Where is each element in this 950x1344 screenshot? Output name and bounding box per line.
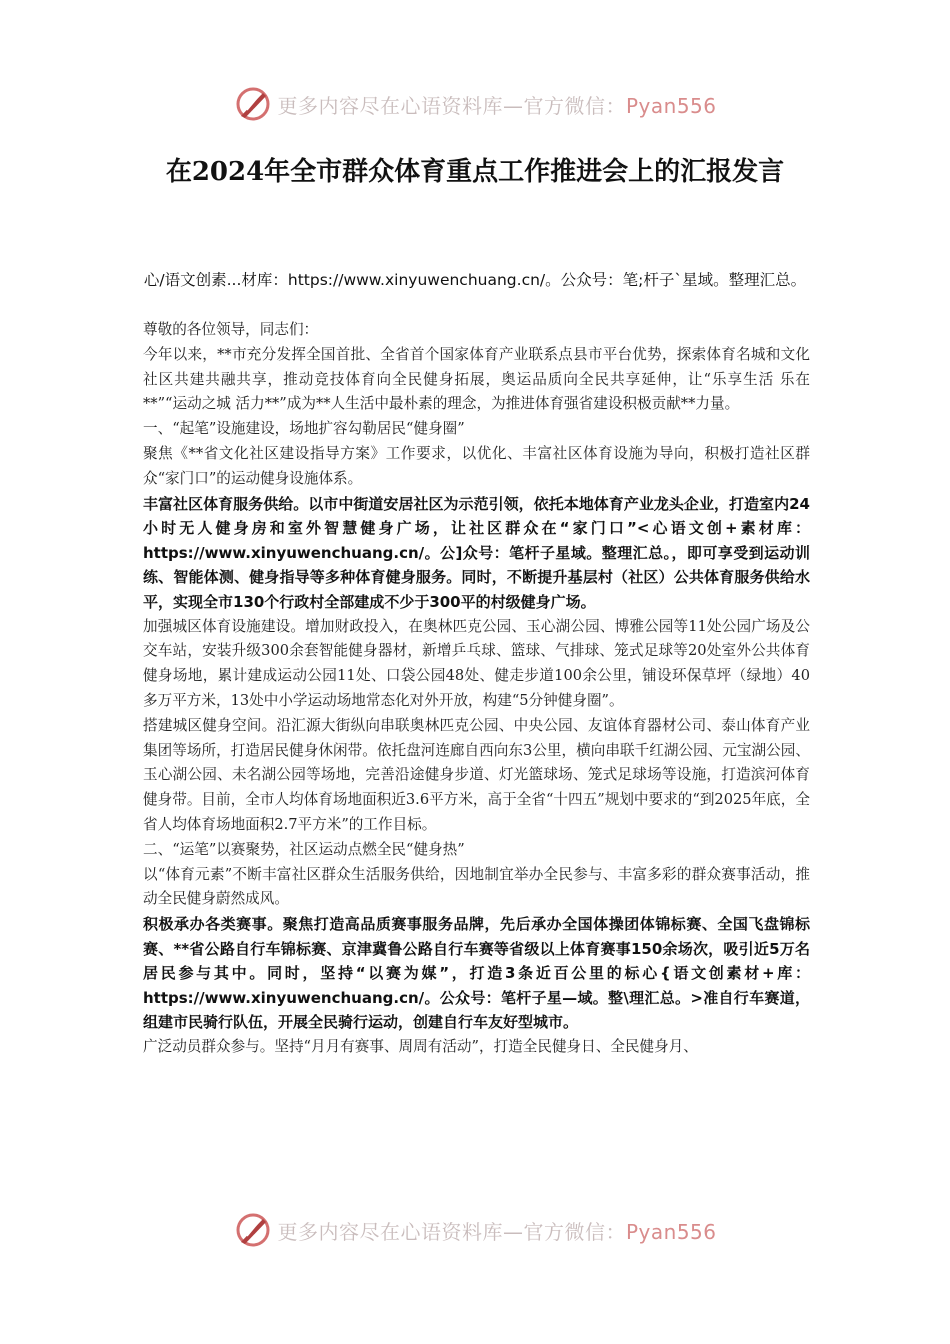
body-paragraph: 聚焦《**省文化社区建设指导方案》工作要求，以优化、丰富社区体育设施为导向，积极打造社区群众“家门口”的运动健身设施体系。: [143, 444, 810, 487]
banner-id-text: Pyan556: [625, 1219, 717, 1244]
banner-sub-text: 官方微信：: [523, 1219, 626, 1244]
banner-id-text: Pyan556: [625, 93, 717, 118]
banner-dash: —: [502, 1219, 524, 1244]
document-title: 在2024年全市群众体育重点工作推进会上的汇报发言: [165, 157, 785, 187]
banner-sub-text: 官方微信：: [523, 93, 626, 118]
document-body: [143, 318, 810, 1060]
banner-dash: —: [502, 93, 524, 118]
body-paragraph: 广泛动员群众参与。坚持“月月有赛事、周周有活动”，打造全民健身日、全民健身月、: [143, 1038, 698, 1056]
body-paragraph: 搭建城区健身空间。沿汇源大街纵向串联奥林匹克公园、中央公园、友谊体育器材公司、泰山体育产业集团等场所，打造居民健身休闲带。依托盘河连廊自西向东3公里，横向串联千红湖公园、元宝湖公园、玉心湖公园、未名湖公园等场地，完善沿途健身步道、灯光篮球场、笼式足球场等设施，打造滨河体育健身带。目前，全市人均体育场地面积近3.6平方米，高于全省“十四五”规划中要求的“到2025年底，全省人均体育场地面积2.7平方米”的工作目标。: [143, 716, 810, 833]
section-heading: 一、“起笔”设施建设，场地扩容勾勒居民“健身圈”: [143, 420, 465, 438]
banner-main-text: 更多内容尽在心语资料库: [277, 93, 503, 118]
source-line: 心/语文创素...材库：https://www.xinyuwenchuang.cn/。公众号：笔;杆子`星域。整理汇总。: [143, 271, 807, 289]
body-paragraph: 加强城区体育设施建设。增加财政投入，在奥林匹克公园、玉心湖公园、博雅公园等11处公园广场及公交车站，安装升级300余套智能健身器材，新增乒乓球、篮球、气排球、笼式足球等20处室外公共体育健身场地，累计建成运动公园11处、口袋公园48处、健走步道100余公里，铺设环保草坪（绿地）40多万平方米，13处中小学运动场地常态化对外开放，构建“5分钟健身圈”。: [143, 617, 810, 709]
body-paragraph: 今年以来，**市充分发挥全国首批、全省首个国家体育产业联系点县市平台优势，探索体育名城和文化社区共建共融共享，推动竞技体育向全民健身拓展，奥运品质向全民共享延伸，让“乐享生活 乐在**”“运动之城 活力**”成为**人生活中最朴素的理念，为推进体育强省建设积极贡献**力量。: [143, 345, 810, 413]
footer-banner: [0, 1208, 950, 1252]
quill-logo-icon: [233, 84, 273, 124]
bold-paragraph: 积极承办各类赛事。聚焦打造高品质赛事服务品牌，先后承办全国体操团体锦标赛、全国飞盘锦标赛、**省公路自行车锦标赛、京津冀鲁公路自行车赛等省级以上体育赛事150余场次，吸引近5万名居民参与其中。同时，坚持“以赛为媒”，打造3条近百公里的标心{语文创素材+库：https://www.xinyuwenchuang.cn/。公众号：笔杆子星—域。整\理汇总。>准自行车赛道，组建市民骑行队伍，开展全民骑行运动，创建自行车友好型城市。: [143, 915, 810, 1032]
bold-paragraph: 丰富社区体育服务供给。以市中街道安居社区为示范引领，依托本地体育产业龙头企业，打造室内24小时无人健身房和室外智慧健身广场，让社区群众在“家门口”<心语文创+素材库：https://www.xinyuwenchuang.cn/。公]众号：笔杆子星域。整理汇总。，即可享受到运动训练、智能体测、健身指导等多种体育健身服务。同时，不断提升基层村（社区）公共体育服务供给水平，实现全市130个行政村全部建成不少于300平的村级健身广场。: [143, 494, 810, 611]
header-banner: [0, 82, 950, 126]
banner-text: [277, 90, 716, 119]
quill-logo-icon: [233, 1210, 273, 1250]
body-paragraph: 以“体育元素”不断丰富社区群众生活服务供给，因地制宜举办全民参与、丰富多彩的群众赛事活动，推动全民健身蔚然成风。: [143, 865, 810, 908]
banner-main-text: 更多内容尽在心语资料库: [277, 1219, 503, 1244]
banner-text: [277, 1216, 716, 1245]
section-heading: 二、“运笔”以赛聚势，社区运动点燃全民“健身热”: [143, 840, 465, 858]
salutation: 尊敬的各位领导，同志们：: [143, 321, 319, 338]
